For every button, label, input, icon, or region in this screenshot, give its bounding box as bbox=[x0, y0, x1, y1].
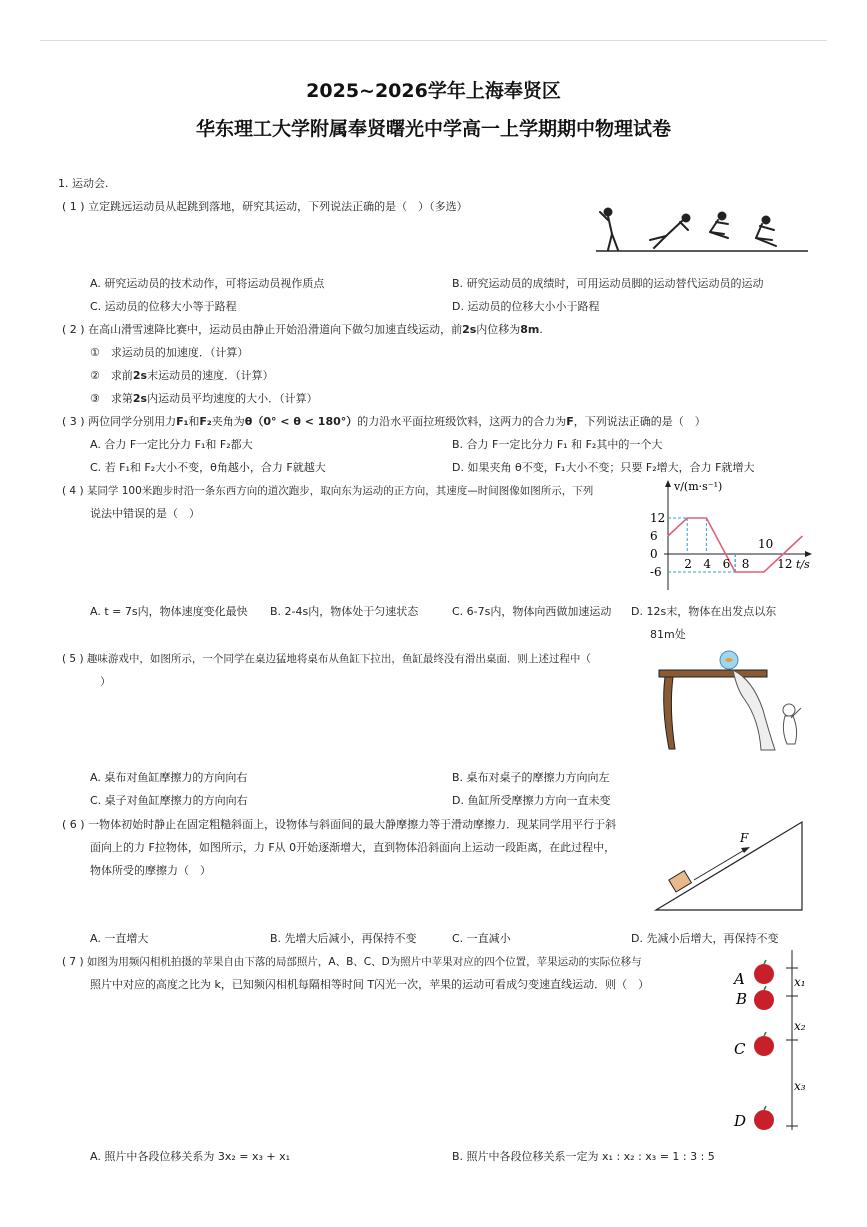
part1-option-c: C. 运动员的位移大小等于路程 bbox=[90, 300, 237, 313]
force-label: F bbox=[740, 831, 749, 845]
x-tick-label-4: 4 bbox=[703, 557, 712, 571]
x3-label: x₃ bbox=[794, 1079, 806, 1093]
part4-stem-line2: 说法中错误的是（ ） bbox=[90, 507, 200, 520]
x-axis-label: t/s bbox=[796, 558, 810, 571]
question-number: 1. 运动会. bbox=[58, 177, 109, 190]
part4-option-d-cont: 81m处 bbox=[650, 628, 686, 641]
header-rule bbox=[40, 40, 827, 41]
part6-stem-line3: 物体所受的摩擦力（ ） bbox=[90, 864, 211, 877]
y-tick-label--6: -6 bbox=[650, 565, 662, 579]
part2-stem: ( 2 ) 在高山滑雪速降比赛中，运动员由静止开始沿滑道向下做匀加速直线运动，前2s内位移为8m. bbox=[62, 323, 543, 336]
part4-option-d: D. 12s末，物体在出发点以东 bbox=[631, 605, 777, 618]
incline-figure bbox=[654, 820, 806, 912]
x-tick-label-8: 8 bbox=[741, 557, 750, 571]
y-tick-label-12: 12 bbox=[650, 511, 666, 525]
part7-option-a: A. 照片中各段位移关系为 3x₂ = x₃ + x₁ bbox=[90, 1150, 290, 1163]
position-a-label: A bbox=[734, 970, 745, 988]
part6-option-c: C. 一直减小 bbox=[452, 932, 511, 945]
part5-option-c: C. 桌子对鱼缸摩擦力的方向向右 bbox=[90, 794, 248, 807]
x-tick-label-12: 12 bbox=[777, 557, 793, 571]
position-d-label: D bbox=[734, 1112, 747, 1130]
part1-stem: ( 1 ) 立定跳远运动员从起跳到落地，研究其运动，下列说法正确的是（ ）（多选） bbox=[62, 200, 468, 213]
part5-option-a: A. 桌布对鱼缸摩擦力的方向向右 bbox=[90, 771, 248, 784]
part3-option-b: B. 合力 F一定比分力 F₁ 和 F₂其中的一个大 bbox=[452, 438, 663, 451]
part1-option-d: D. 运动员的位移大小小于路程 bbox=[452, 300, 600, 313]
part4-option-a: A. t = 7s内，物体速度变化最快 bbox=[90, 605, 248, 618]
velocity-time-chart bbox=[648, 478, 818, 598]
falling-apple-figure bbox=[730, 950, 820, 1140]
part6-option-d: D. 先减小后增大，再保持不变 bbox=[631, 932, 779, 945]
page-subtitle: 华东理工大学附属奉贤曙光中学高一上学期期中物理试卷 bbox=[195, 118, 671, 140]
part6-stem-line1: ( 6 ) 一物体初始时静止在固定粗糙斜面上，设物体与斜面间的最大静摩擦力等于滑动摩擦力．现某同学用平行于斜 bbox=[62, 818, 617, 831]
x-tick-label-10: 10 bbox=[758, 537, 774, 551]
part6-option-b: B. 先增大后减小，再保持不变 bbox=[270, 932, 417, 945]
y-tick-label-0: 0 bbox=[650, 547, 658, 561]
part3-option-d: D. 如果夹角 θ不变，F₁大小不变；只要 F₂增大，合力 F就增大 bbox=[452, 461, 755, 474]
position-b-label: B bbox=[736, 990, 748, 1008]
y-axis-label: v/(m·s⁻¹) bbox=[674, 480, 723, 493]
part5-option-b: B. 桌布对桌子的摩擦力方向向左 bbox=[452, 771, 610, 784]
page-title: 2025~2026学年上海奉贤区 bbox=[306, 80, 561, 102]
part3-stem: ( 3 ) 两位同学分别用力F₁和F₂夹角为θ（0° < θ < 180°）的力沿水平面拉班级饮料，这两力的合力为F，下列说法正确的是（ ） bbox=[62, 415, 706, 428]
x-tick-label-2: 2 bbox=[684, 557, 692, 571]
part1-option-b: B. 研究运动员的成绩时，可用运动员脚的运动替代运动员的运动 bbox=[452, 277, 764, 290]
part5-stem-line2: ） bbox=[100, 675, 111, 688]
part1-option-a: A. 研究运动员的技术动作，可将运动员视作质点 bbox=[90, 277, 325, 290]
part4-option-b: B. 2-4s内，物体处于匀速状态 bbox=[270, 605, 419, 618]
part5-stem-line1: ( 5 ) 趣味游戏中，如图所示，一个同学在桌边猛地将桌布从鱼缸下拉出，鱼缸最终没有滑出桌面．则上述过程中（ bbox=[62, 653, 591, 665]
part6-stem-line2: 面向上的力 F拉物体，如图所示，力 F从 0开始逐渐增大，直到物体沿斜面向上运动一段距离，在此过程中， bbox=[90, 841, 616, 854]
part2-sub3: ③ 求第2s内运动员平均速度的大小．（计算） bbox=[90, 392, 318, 405]
part7-stem-line2: 照片中对应的高度之比为 k，已知频闪相机每隔相等时间 T闪光一次，苹果的运动可看成匀变速直线运动．则（ ） bbox=[90, 978, 650, 991]
part2-sub2: ② 求前2s末运动员的速度．（计算） bbox=[90, 369, 274, 382]
position-c-label: C bbox=[734, 1040, 746, 1058]
x1-label: x₁ bbox=[794, 975, 806, 989]
part4-stem-line1: ( 4 ) 某同学 100米跑步时沿一条东西方向的道次跑步，取向东为运动的正方向，其速度—时间图像如图所示，下列 bbox=[62, 485, 594, 497]
x2-label: x₂ bbox=[794, 1019, 806, 1033]
long-jump-figure bbox=[596, 204, 808, 256]
part3-option-a: A. 合力 F一定比分力 F₁和 F₂都大 bbox=[90, 438, 253, 451]
part2-sub1: ① 求运动员的加速度．（计算） bbox=[90, 346, 249, 359]
part4-option-c: C. 6-7s内，物体向西做加速运动 bbox=[452, 605, 612, 618]
x-tick-label-6: 6 bbox=[722, 557, 731, 571]
y-tick-label-6: 6 bbox=[650, 529, 658, 543]
table-fishbowl-figure bbox=[655, 648, 810, 758]
part7-option-b: B. 照片中各段位移关系一定为 x₁ : x₂ : x₃ = 1 : 3 : 5 bbox=[452, 1150, 715, 1163]
part5-option-d: D. 鱼缸所受摩擦力方向一直未变 bbox=[452, 794, 611, 807]
part3-option-c: C. 若 F₁和 F₂大小不变，θ角越小，合力 F就越大 bbox=[90, 461, 326, 474]
part6-option-a: A. 一直增大 bbox=[90, 932, 149, 945]
part7-stem-line1: ( 7 ) 如图为用频闪相机拍摄的苹果自由下落的局部照片，A、B、C、D为照片中苹果对应的四个位置，苹果运动的实际位移与 bbox=[62, 956, 642, 968]
